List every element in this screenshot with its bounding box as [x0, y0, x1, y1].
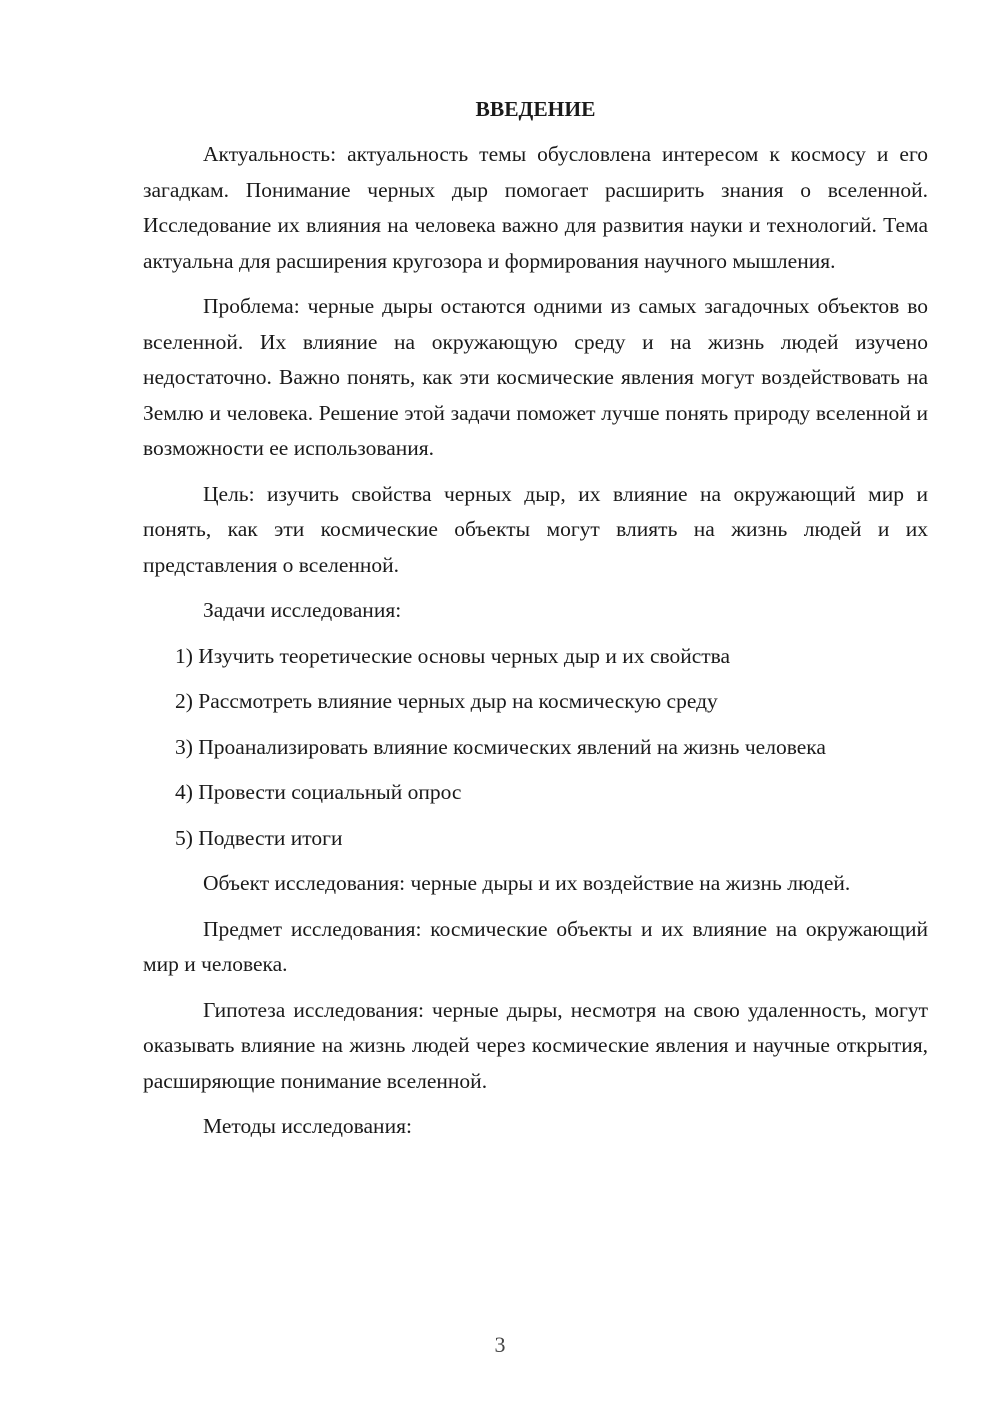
task-item-1: 1) Изучить теоретические основы черных дыр и их свойства: [175, 643, 731, 668]
page-title: ВВЕДЕНИЕ: [475, 97, 596, 121]
subject-paragraph: Предмет исследования: космические объекты и их влияние на окружающий мир и человека.: [143, 916, 928, 976]
task-item-3: 3) Проанализировать влияние космических явлений на жизнь человека: [175, 734, 826, 759]
relevance-paragraph: Актуальность: актуальность темы обусловлена интересом к космосу и его загадкам. Понимание черных дыр помогает расширить знания о вселенной. Исследование их влияния на человека важно для развития науки и технологий. Тема актуальна для расширения кругозора и формирования научного мышления.: [143, 142, 928, 273]
task-item-5: 5) Подвести итоги: [175, 825, 343, 850]
problem-paragraph: Проблема: черные дыры остаются одними из самых загадочных объектов во вселенной. Их влияние на окружающую среду и на жизнь людей изучено недостаточно. Важно понять, как эти космические явления могут воздействовать на Землю и человека. Решение этой задачи поможет лучше понять природу вселенной и возможности ее использования.: [143, 294, 928, 460]
tasks-heading: Задачи исследования:: [203, 598, 402, 622]
page-number: 3: [494, 1332, 506, 1357]
tasks-list: [143, 639, 928, 857]
hypothesis-paragraph: Гипотеза исследования: черные дыры, несмотря на свою удаленность, могут оказывать влияние на жизнь людей через космические явления и научные открытия, расширяющие понимание вселенной.: [143, 997, 928, 1093]
goal-paragraph: Цель: изучить свойства черных дыр, их влияние на окружающий мир и понять, как эти космические объекты могут влиять на жизнь людей и их представления о вселенной.: [143, 481, 928, 577]
task-item-4: 4) Провести социальный опрос: [175, 780, 462, 804]
object-paragraph: Объект исследования: черные дыры и их воздействие на жизнь людей.: [203, 871, 851, 895]
methods-heading: Методы исследования:: [203, 1114, 412, 1138]
document-page: [143, 92, 928, 1155]
task-item-2: 2) Рассмотреть влияние черных дыр на космическую среду: [175, 689, 718, 713]
